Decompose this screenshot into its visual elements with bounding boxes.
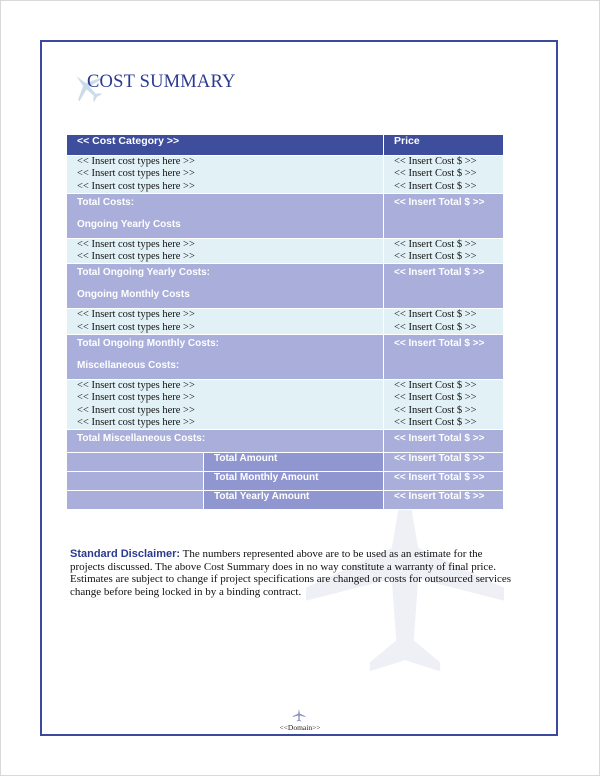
cost-summary-table (66, 134, 504, 510)
cost-value-placeholder[interactable]: << Insert Cost $ >> (394, 321, 477, 333)
summary-row (67, 472, 504, 491)
cost-type-cell (67, 238, 384, 264)
cost-type-placeholder[interactable]: << Insert cost types here >> (77, 416, 195, 428)
table-header-row (67, 135, 504, 156)
page-title: COST SUMMARY (87, 72, 236, 92)
subtotal-label-cell (67, 193, 384, 238)
cost-items-row (67, 309, 504, 335)
cost-price-cell (384, 309, 504, 335)
cost-type-cell (67, 156, 384, 194)
subtotal-value[interactable]: << Insert Total $ >> (394, 338, 485, 350)
cost-value-placeholder[interactable]: << Insert Cost $ >> (394, 251, 477, 263)
summary-blank-cell (67, 472, 204, 491)
subtotal-value-cell (384, 430, 504, 453)
disclaimer (70, 548, 515, 598)
cost-type-placeholder[interactable]: << Insert cost types here >> (77, 380, 195, 392)
subtotal-value-cell (384, 264, 504, 309)
cost-type-placeholder[interactable]: << Insert cost types here >> (77, 309, 195, 321)
subtotal-value[interactable]: << Insert Total $ >> (394, 267, 485, 279)
cost-type-placeholder[interactable]: << Insert cost types here >> (77, 392, 195, 404)
cost-type-cell (67, 309, 384, 335)
cost-value-placeholder[interactable]: << Insert Cost $ >> (394, 156, 477, 167)
cost-items-row (67, 238, 504, 264)
cost-type-placeholder[interactable]: << Insert cost types here >> (77, 238, 195, 250)
subtotal-value[interactable]: << Insert Total $ >> (394, 196, 485, 208)
cost-type-placeholder[interactable]: << Insert cost types here >> (77, 321, 195, 333)
subtotal-label: Total Ongoing Monthly Costs: (77, 338, 220, 350)
cost-value-placeholder[interactable]: << Insert Cost $ >> (394, 309, 477, 321)
subtotal-label: Total Costs: (77, 196, 135, 208)
subtotal-row (67, 335, 504, 380)
cost-value-placeholder[interactable]: << Insert Cost $ >> (394, 404, 477, 416)
cost-type-placeholder[interactable]: << Insert cost types here >> (77, 404, 195, 416)
disclaimer-label: Standard Disclaimer: (70, 548, 181, 560)
cost-price-cell (384, 238, 504, 264)
summary-value[interactable]: << Insert Total $ >> (384, 453, 504, 472)
summary-value[interactable]: << Insert Total $ >> (384, 472, 504, 491)
subtotal-label: Total Miscellaneous Costs: (77, 433, 206, 445)
subtotal-row (67, 264, 504, 309)
subtotal-value-cell (384, 193, 504, 238)
summary-label: Total Monthly Amount (204, 472, 384, 491)
subtotal-row (67, 430, 504, 453)
footer-airplane-icon (292, 708, 306, 722)
section-heading: Miscellaneous Costs: (77, 360, 180, 372)
cost-price-cell (384, 380, 504, 430)
summary-row (67, 453, 504, 472)
cost-value-placeholder[interactable]: << Insert Cost $ >> (394, 168, 477, 180)
cost-value-placeholder[interactable]: << Insert Cost $ >> (394, 416, 477, 428)
price-header: Price (384, 135, 504, 156)
summary-blank-cell (67, 453, 204, 472)
subtotal-label: Total Ongoing Yearly Costs: (77, 267, 210, 279)
cost-type-placeholder[interactable]: << Insert cost types here >> (77, 168, 195, 180)
summary-label: Total Yearly Amount (204, 491, 384, 510)
cost-category-header: << Cost Category >> (67, 135, 384, 156)
summary-blank-cell (67, 491, 204, 510)
section-heading: Ongoing Yearly Costs (77, 218, 181, 230)
subtotal-value-cell (384, 335, 504, 380)
cost-items-row (67, 380, 504, 430)
cost-value-placeholder[interactable]: << Insert Cost $ >> (394, 238, 477, 250)
cost-type-cell (67, 380, 384, 430)
cost-value-placeholder[interactable]: << Insert Cost $ >> (394, 392, 477, 404)
cost-value-placeholder[interactable]: << Insert Cost $ >> (394, 380, 477, 392)
summary-label: Total Amount (204, 453, 384, 472)
subtotal-label-cell (67, 335, 384, 380)
cost-type-placeholder[interactable]: << Insert cost types here >> (77, 180, 195, 192)
section-heading: Ongoing Monthly Costs (77, 289, 190, 301)
subtotal-label-cell (67, 430, 384, 453)
summary-row (67, 491, 504, 510)
cost-items-row (67, 156, 504, 194)
cost-value-placeholder[interactable]: << Insert Cost $ >> (394, 180, 477, 192)
subtotal-value[interactable]: << Insert Total $ >> (394, 433, 485, 445)
subtotal-row (67, 193, 504, 238)
cost-type-placeholder[interactable]: << Insert cost types here >> (77, 251, 195, 263)
page-footer: <<Domain>> (279, 723, 321, 732)
summary-value[interactable]: << Insert Total $ >> (384, 491, 504, 510)
disclaimer-text: The numbers represented above are to be used as an estimate for the projects discussed. The above Cost Summary does in no way constitute a warranty of final price. Estimates are subject to change if project specifications are changed or costs for outsourced services change before being locked in by a binding contract. (70, 548, 512, 598)
cost-type-placeholder[interactable]: << Insert cost types here >> (77, 156, 195, 167)
cost-price-cell (384, 156, 504, 194)
subtotal-label-cell (67, 264, 384, 309)
